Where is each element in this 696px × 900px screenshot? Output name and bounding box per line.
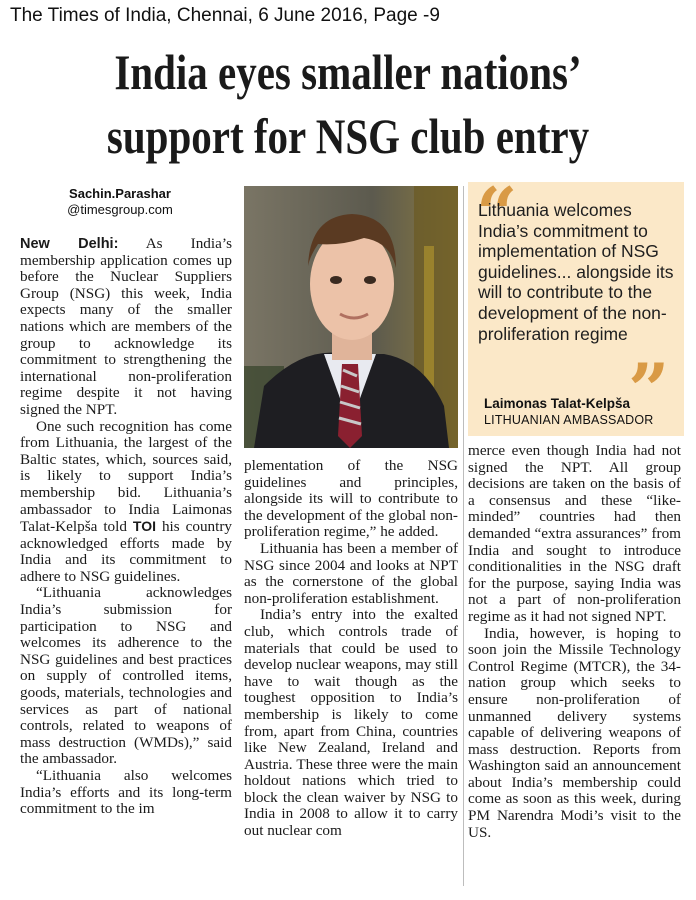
byline [20,186,220,218]
source-citation: The Times of India, Chennai, 6 June 2016, Page -9 [10,5,440,26]
pull-quote-text: Lithuania welcomes India’s commitment to implementation of NSG guidelines... alongside its will to contribute to the development of the non-proliferation regime [478,200,674,344]
byline-name: Sachin.Parashar [69,186,171,201]
article-column-1 [20,236,232,818]
article-paragraph: Lithuania has been a member of NSG since 2004 and looks at NPT as the cornerstone of the global non-proliferation establishment. [244,539,458,607]
pull-quote-title: LITHUANIAN AMBASSADOR [484,413,654,427]
paragraph-text: One such recognition has come from Lithuania, the largest of the Baltic states, which, sources said, is likely to support India’s membership bid. Lithuania’s ambassador to India Laimonas Talat-Kelpša told [20,417,232,536]
article-paragraph [20,419,232,586]
article-column-3 [468,443,681,841]
open-quote-icon: “ [476,171,518,256]
ambassador-photo [244,186,458,448]
article-paragraph: India’s entry into the exalted club, which controls trade of materials that could be used to develop nuclear weapons, may still have to wait though as the toughest opposition to India’s membership is likely to come from, apart from China, countries like New Zealand, Ireland and Austria. These three were the main holdout nations which tried to block the clean waiver by NSG to India in 2008 to allow it to carry out nuclear com [244,606,458,840]
article-paragraph: India, however, is hoping to soon join the Missile Technology Control Regime (MTCR), the 34-nation group which seeks to ensure non-proliferation of unmanned delivery systems capable of delivering weapons of mass destruction. Reports from Washington said an announcement about India’s membership could come as soon as this week, during PM Narendra Modi’s visit to the US. [468,624,681,841]
article-paragraph: “Lithuania acknowledges India’s submission for participation to NSG and welcomes its adherence to the NSG guidelines and best practices on supply of controlled items, goods, materials, technologies and services as part of national controls, related to weapons of mass destruction (WMDs),” said the ambassador. [20,584,232,768]
byline-org: @timesgroup.com [67,202,173,217]
article-column-2 [244,458,458,840]
headline-line-2: support for NSG club entry [106,108,590,164]
article-paragraph: “Lithuania also welcomes India’s efforts and its long-term commitment to the im [20,767,232,818]
paragraph-text: his country acknowledged efforts made by India and its commitment to adhere to NSG guidelines. [20,518,233,585]
pull-quote-name: Laimonas Talat-Kelpša [484,396,631,411]
close-quote-icon: ” [628,347,670,432]
dateline: New Delhi: [20,236,119,252]
article-paragraph: merce even though India had not signed the NPT. All group decisions are taken on the basis of a consensus and these “like-minded” countries had then demanded “extra assurances” from India and sought to introduce conditionalities in the NSG draft for the purpose, saying India was not a part of non-proliferation regime as it had not signed NPT. [468,442,681,625]
column-divider [463,186,464,886]
article-paragraph: plementation of the NSG guidelines and principles, alongside its will to contribute to the development of the global non-proliferation regime,” he added. [244,457,458,541]
headline-line-1: India eyes smaller nations’ [114,44,582,100]
toi-mention: TOI [132,518,156,535]
pull-quote-box [468,171,684,436]
paragraph-text: As India’s membership application comes up before the Nuclear Suppliers Group (NSG) this week, India expects many of the smaller nations which are members of the group to acknowledge its commitment to strengthening the international non-proliferation regime despite it not having signed the NPT. [20,235,232,418]
article-paragraph [20,236,232,419]
